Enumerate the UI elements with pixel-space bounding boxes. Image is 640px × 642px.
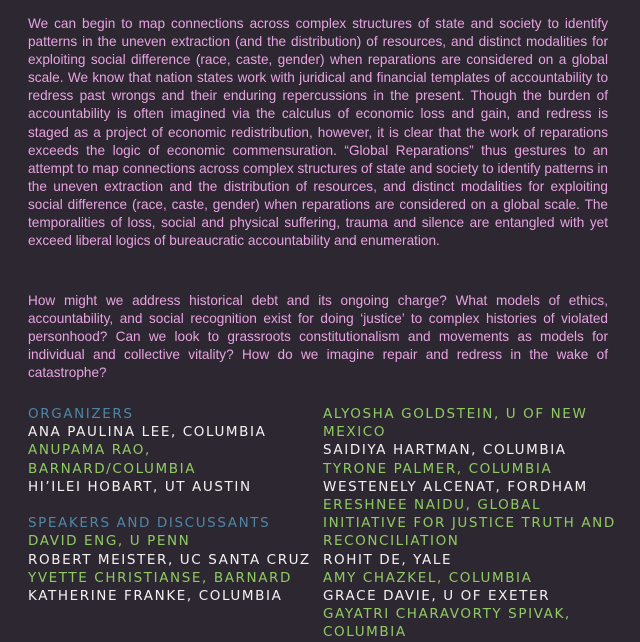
speaker-name: GAYATRI CHARAVORTY SPIVAK, COLUMBIA (323, 606, 571, 641)
speaker-name: ERESHNEE NAIDU, GLOBAL INITIATIVE FOR JUSTICE TRUTH AND RECONCILIATION (323, 497, 616, 550)
questions-paragraph: How might we address historical debt and its ongoing charge? What models of ethics, accountability, and social recognition exist for doing ‘justice’ to complex histories of violated personhood? Can we look to grassroots constitutionalism and movements as models for individual and collective vitality? How do we imagine repair and redress in the wake of catastrophe? (28, 293, 608, 381)
speaker-name: DAVID ENG, U PENN (28, 533, 191, 550)
intro-paragraph: We can begin to map connections across complex structures of state and society to identify patterns in the uneven extraction (and the distribution) of resources, and distinct modalities for exploiting social difference (race, caste, gender) when reparations are considered on a global scale. We know that nation states work with juridical and financial templates of accountability to redress past wrongs and their enduring repercussions in the present. Though the burden of accountability is often imagined via the calculus of economic loss and gain, and redress is staged as a project of economic redistribution, however, it is clear that the work of reparations exceeds the logic of economic commensuration. “Global Reparations” thus gestures to an attempt to map connections across complex structures of state and society to identify patterns in the uneven extraction and the distribution of resources, and distinct modalities for exploiting social difference (race, caste, gender) when reparations are considered on a global scale. The temporalities of loss, social and physical suffering, trauma and silence are entangled with yet exceed liberal logics of bureaucratic accountability and enumeration. (28, 16, 608, 249)
organizer-name: ANUPAMA RAO, BARNARD/COLUMBIA (28, 442, 197, 477)
organizers-heading: ORGANIZERS (28, 406, 134, 422)
participants-right-column (323, 405, 623, 642)
speaker-name: ROHIT DE, YALE (323, 551, 453, 568)
speaker-name: WESTENELY ALCENAT, FORDHAM (323, 478, 588, 495)
speakers-heading: SPEAKERS AND DISCUSSANTS (28, 515, 271, 532)
organizer-name: ANA PAULINA LEE, COLUMBIA (28, 424, 267, 441)
speaker-name: KATHERINE FRANKE, COLUMBIA (28, 588, 283, 605)
organizer-name: HI’ILEI HOBART, UT AUSTIN (28, 478, 252, 495)
section-spacer (28, 496, 313, 514)
speaker-name: TYRONE PALMER, COLUMBIA (323, 460, 553, 477)
speaker-name: YVETTE CHRISTIANSE, BARNARD (28, 569, 293, 586)
speaker-name: ROBERT MEISTER, UC SANTA CRUZ (28, 551, 311, 568)
speaker-name: AMY CHAZKEL, COLUMBIA (323, 569, 533, 586)
speaker-name: SAIDIYA HARTMAN, COLUMBIA (323, 442, 567, 459)
participants-left-column (28, 405, 313, 605)
speaker-name: ALYOSHA GOLDSTEIN, U OF NEW MEXICO (323, 406, 588, 441)
speaker-name: GRACE DAVIE, U OF EXETER (323, 588, 551, 605)
